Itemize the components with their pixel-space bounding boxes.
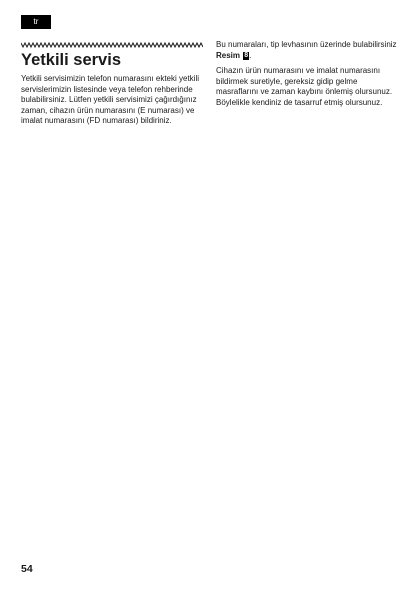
section-title: Yetkili servis: [21, 51, 121, 69]
paragraph-end: .: [249, 50, 252, 60]
figure-number-badge: 8: [244, 51, 249, 59]
language-tab: tr: [21, 15, 51, 29]
right-column: [216, 40, 401, 109]
paragraph: Yetkili servisimizin telefon numarasını ekteki yetkili servislerimizin listesinde veya telefon rehberinde bulabilirsiniz. Lütfen yetkili servisimizi çağırdığınız zaman, cihazın ürün numarasını (E numarası) ve imalat numarasını (FD numarası) bildiriniz.: [21, 74, 199, 126]
left-column: [21, 74, 201, 127]
figure-reference-label: Resim: [216, 50, 241, 60]
paragraph-figure-reference: [216, 40, 401, 61]
paragraph: Cihazın ürün numarasını ve imalat numarasını bildirmek suretiyle, gereksiz gidip gelme masraflarını ve zaman kaybını önlemiş olursunuz. Böylelikle kendiniz de tasarruf etmiş olursunuz.: [216, 66, 393, 107]
paragraph-text: Bu numaraları, tip levhasının üzerinde bulabilirsiniz: [216, 40, 397, 49]
page-number: 54: [21, 563, 33, 575]
section-divider-wavy: [21, 42, 203, 48]
